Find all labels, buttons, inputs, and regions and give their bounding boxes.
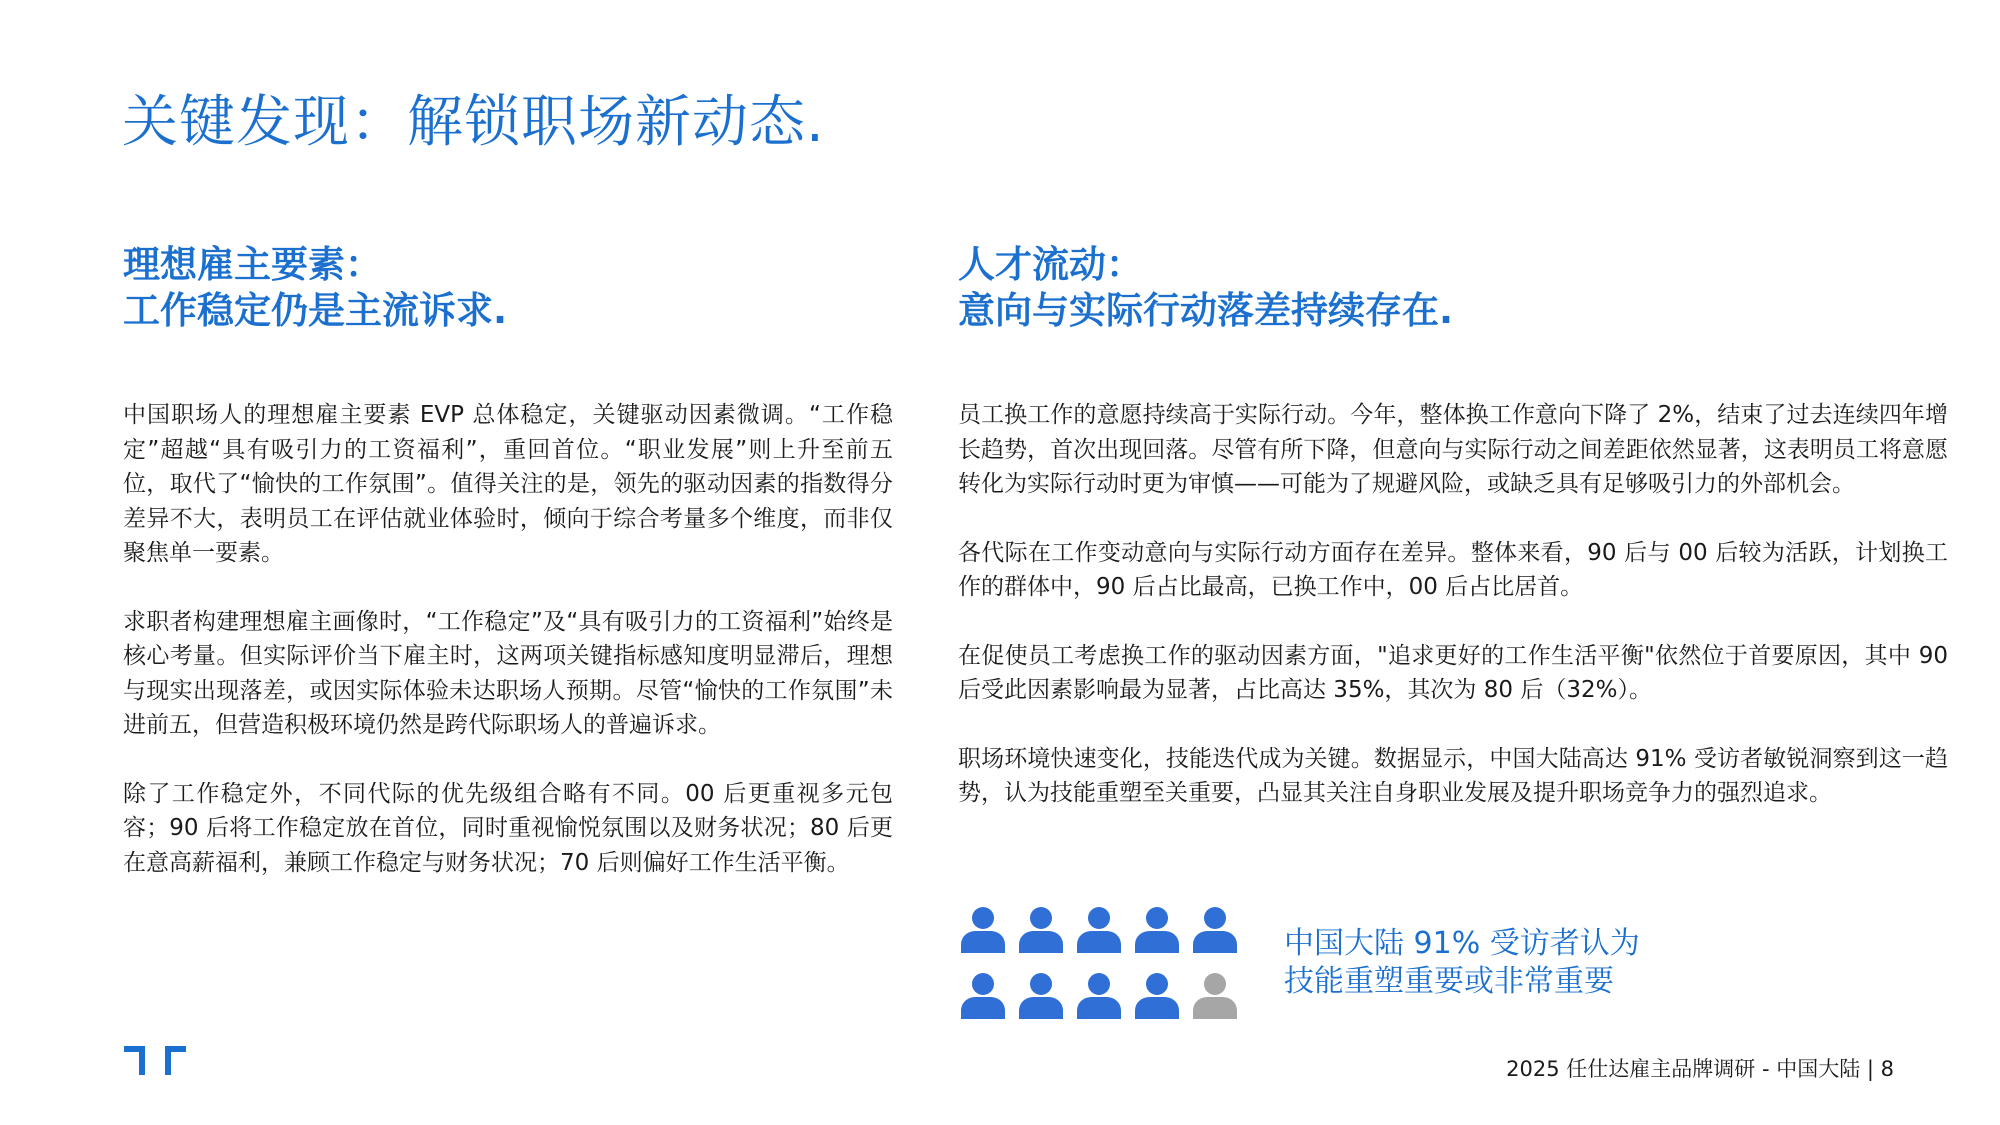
person-icon [1074,905,1124,955]
heading-line-2: 意向与实际行动落差持续存在. [958,289,1454,332]
paragraph: 在促使员工考虑换工作的驱动因素方面，"追求更好的工作生活平衡"依然位于首要原因，其中 90 后受此因素影响最为显著，占比高达 35%，其次为 80 后（32%）。 [958,642,1948,703]
page-title: 关键发现：解锁职场新动态. [122,90,825,155]
person-icon [1132,905,1182,955]
skills-stat-callout [958,905,1758,1025]
person-icon [1190,905,1240,955]
heading-line-2: 工作稳定仍是主流诉求. [123,289,508,332]
section-heading-talent-mobility [958,242,1948,334]
stat-line-1: 中国大陆 91% 受访者认为 [1284,926,1640,961]
stat-text [1284,925,1640,1001]
paragraph: 各代际在工作变动意向与实际行动方面存在差异。整体来看，90 后与 00 后较为活跃，计划换工作的群体中，90 后占比最高，已换工作中，00 后占比居首。 [958,539,1948,600]
right-body [958,398,1948,811]
paragraph: 中国职场人的理想雇主要素 EVP 总体稳定，关键驱动因素微调。“工作稳定”超越“具有吸引力的工资福利”，重回首位。“职业发展”则上升至前五位，取代了“愉快的工作氛围”。值得关注的是，领先的驱动因素的指数得分差异不大，表明员工在评估就业体验时，倾向于综合考量多个维度，而非仅聚焦单一要素。 [123,402,893,566]
person-icon [958,971,1008,1021]
section-heading-ideal-employer [123,242,893,334]
person-icon [958,905,1008,955]
heading-line-1: 理想雇主要素： [123,243,382,286]
person-icon [1190,971,1240,1021]
person-icon [1132,971,1182,1021]
right-column [958,242,1948,845]
left-body [123,398,893,880]
person-icon [1016,905,1066,955]
paragraph: 职场环境快速变化，技能迭代成为关键。数据显示，中国大陆高达 91% 受访者敏锐洞察到这一趋势，认为技能重塑至关重要，凸显其关注自身职业发展及提升职场竞争力的强烈追求。 [958,745,1948,806]
randstad-logo [122,1045,188,1077]
paragraph: 求职者构建理想雇主画像时，“工作稳定”及“具有吸引力的工资福利”始终是核心考量。但实际评价当下雇主时，这两项关键指标感知度明显滞后，理想与现实出现落差，或因实际体验未达职场人预期。尽管“愉快的工作氛围”未进前五，但营造积极环境仍然是跨代际职场人的普遍诉求。 [123,608,893,738]
left-column [123,242,893,914]
paragraph: 员工换工作的意愿持续高于实际行动。今年，整体换工作意向下降了 2%，结束了过去连续四年增长趋势，首次出现回落。尽管有所下降，但意向与实际行动之间差距依然显著，这表明员工将意愿转化为实际行动时更为审慎——可能为了规避风险，或缺乏具有足够吸引力的外部机会。 [958,402,1948,497]
people-icon-grid [958,905,1248,1025]
person-icon [1016,971,1066,1021]
footer-page-info: 2025 任仕达雇主品牌调研 - 中国大陆 | 8 [1506,1057,1894,1081]
paragraph: 除了工作稳定外，不同代际的优先级组合略有不同。00 后更重视多元包容；90 后将工作稳定放在首位，同时重视愉悦氛围以及财务状况；80 后更在意高薪福利，兼顾工作稳定与财务状况；70 后则偏好工作生活平衡。 [123,780,893,876]
heading-line-1: 人才流动： [958,243,1143,286]
person-icon [1074,971,1124,1021]
stat-line-2: 技能重塑重要或非常重要 [1284,964,1614,999]
